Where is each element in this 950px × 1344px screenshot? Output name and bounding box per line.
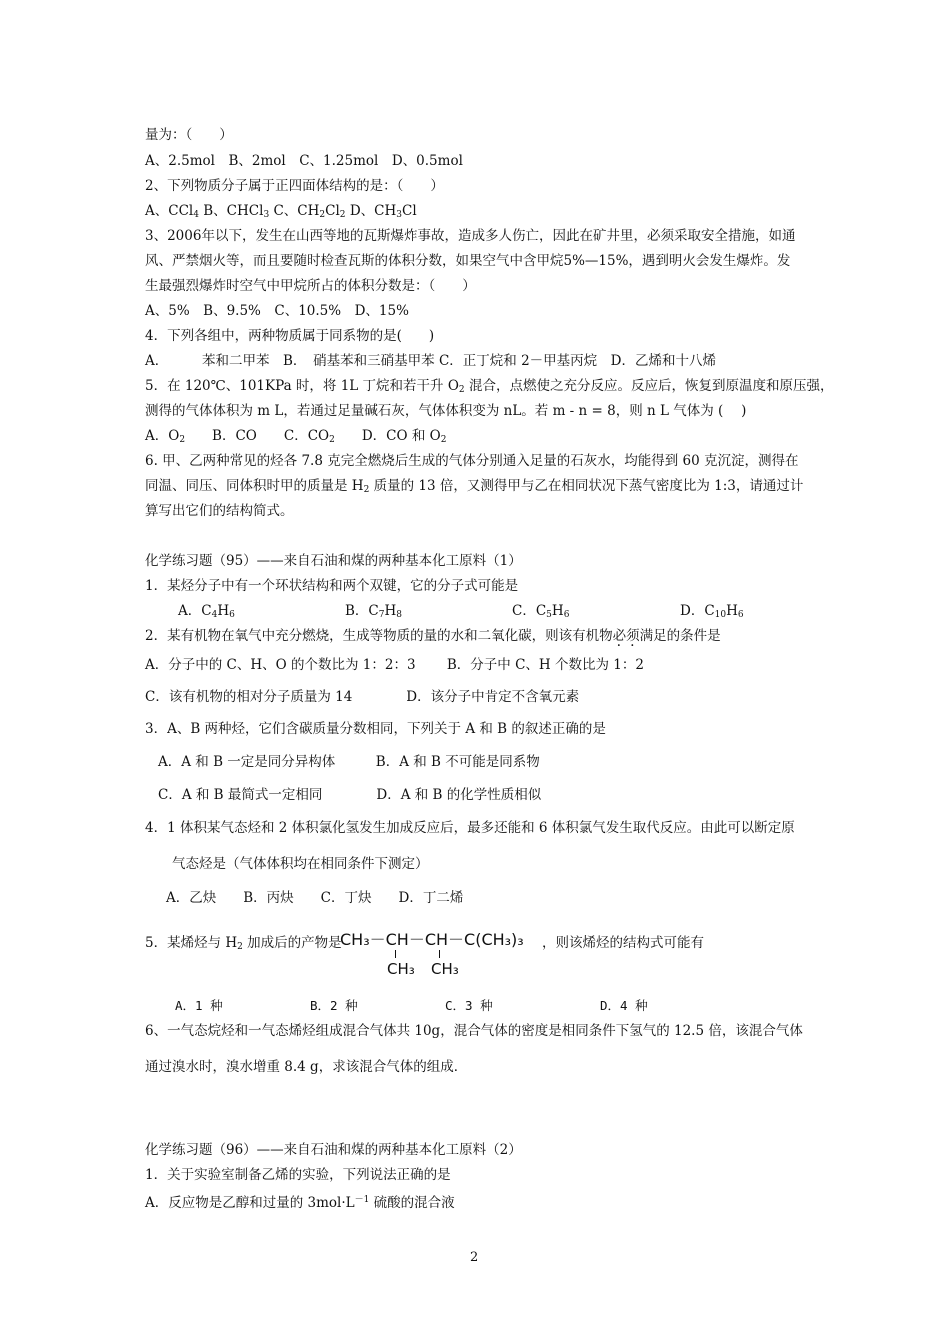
question-line: 5．某烯烃与 $H_2$ 加成后的产物是 xyxy=(145,935,342,952)
options-line: C．该有机物的相对分子质量为 14 D．该分子中肯定不含氧元素 xyxy=(145,689,580,705)
text-line: 算写出它们的结构简式。 xyxy=(145,503,294,519)
formula-main-chain: CH₃－CH－CH－C(CH₃)₃ xyxy=(340,930,524,949)
option-b: B．$C_7H_8$ xyxy=(345,603,402,620)
question-line: 1．某烃分子中有一个环状结构和两个双键，它的分子式可能是 xyxy=(145,578,519,594)
formula-bond xyxy=(439,950,440,958)
text-line: 气态烃是（气体体积均在相同条件下测定） xyxy=(172,856,429,872)
question-line: 4．下列各组中，两种物质属于同系物的是( ) xyxy=(145,328,435,344)
section-title: 化学练习题（96）——来自石油和煤的两种基本化工原料（2） xyxy=(145,1142,522,1158)
emphasis-char: 必 xyxy=(612,628,627,644)
question-line: 2、下列物质分子属于正四面体结构的是：（ ） xyxy=(145,178,444,194)
option-a: A．$C_4H_6$ xyxy=(178,603,235,620)
question-line: 1．关于实验室制备乙烯的实验，下列说法正确的是 xyxy=(145,1167,451,1183)
option-c: C．3 种 xyxy=(445,998,493,1013)
text-line: 通过溴水时，溴水增重 8.4 g，求该混合气体的组成． xyxy=(145,1059,468,1075)
section-title: 化学练习题（95）——来自石油和煤的两种基本化工原料（1） xyxy=(145,553,522,569)
text-line: 测得的气体体积为 m L，若通过足量碱石灰，气体体积变为 nL。若 m - n = 8，则 n L 气体为 ( ) xyxy=(145,403,747,419)
question-line: 5．在 120℃、101KPa 时，将 1L 丁烷和若干升 $O_2$ 混合，点燃使之充分反应。反应后，恢复到原温度和原压强， xyxy=(145,378,834,395)
option-a: A．1 种 xyxy=(175,998,223,1013)
options-line: A．反应物是乙醇和过量的 $3mol\cdot L^{-1}$ 硫酸的混合液 xyxy=(145,1195,455,1211)
options-line: A．乙炔 B．丙炔 C．丁炔 D．丁二烯 xyxy=(166,890,464,906)
question-line: 2．某有机物在氧气中充分燃烧，生成等物质的量的水和二氧化碳，则该有机物必须满足的条件是 xyxy=(145,628,721,644)
structural-formula xyxy=(340,930,540,982)
text-line: 生最强烈爆炸时空气中甲烷所占的体积分数是：（ ） xyxy=(145,278,476,294)
option-d: D．4 种 xyxy=(600,998,648,1013)
options-line: A． 苯和二甲苯 B． 硝基苯和三硝基甲苯 C．正丁烷和 2－甲基丙烷 D．乙烯和十八烯 xyxy=(145,353,716,369)
option-b: B．2 种 xyxy=(310,998,358,1013)
question-line: 3、2006年以下，发生在山西等地的瓦斯爆炸事故，造成多人伤亡，因此在矿井里，必须采取安全措施，如通 xyxy=(145,228,796,244)
text-line: A、2.5mol B、2mol C、1.25mol D、0.5mol xyxy=(145,153,463,169)
options-line: C．A 和 B 最简式一定相同 D．A 和 B 的化学性质相似 xyxy=(158,787,542,803)
emphasis-char: 须 xyxy=(626,628,640,644)
options-line: A、5% B、9.5% C、10.5% D、15% xyxy=(145,303,409,319)
formula-branch: CH₃ xyxy=(387,960,415,978)
page-number: 2 xyxy=(470,1250,479,1265)
formula-bond xyxy=(395,950,396,958)
question-line: 6、一气态烷烃和一气态烯烃组成混合气体共 10g，混合气体的密度是相同条件下氢气的 12.5 倍，该混合气体 xyxy=(145,1023,803,1039)
question-line: 6. 甲、乙两种常见的烃各 7.8 克完全燃烧后生成的气体分别通入足量的石灰水，均能得到 60 克沉淀，测得在 xyxy=(145,453,799,469)
options-line: A．$O_2$ B．CO C．$CO_2$ D．CO 和 $O_2$ xyxy=(145,428,447,445)
text-line: ，则该烯烃的结构式可能有 xyxy=(542,935,704,951)
options-line: A、CCl$_4$ B、CHCl$_3$ C、$CH_2Cl_2$ D、$CH_3Cl$ xyxy=(145,203,417,220)
text-line: 同温、同压、同体积时甲的质量是 $H_2$ 质量的 13 倍，又测得甲与乙在相同状况下蒸气密度比为 1:3，请通过计 xyxy=(145,478,804,495)
option-c: C．$C_5H_6$ xyxy=(512,603,570,620)
option-d: D．$C_{10}H_6$ xyxy=(680,603,744,620)
formula-branch: CH₃ xyxy=(431,960,459,978)
options-line: A．A 和 B 一定是同分异构体 B．A 和 B 不可能是同系物 xyxy=(158,754,540,770)
text-line: 风、严禁烟火等，而且要随时检查瓦斯的体积分数，如果空气中含甲烷5%—15%，遇到明火会发生爆炸。发 xyxy=(145,253,791,269)
question-line: 4．1 体积某气态烃和 2 体积氯化氢发生加成反应后，最多还能和 6 体积氯气发生取代反应。由此可以断定原 xyxy=(145,820,795,836)
options-line: A．分子中的 C、H、O 的个数比为 1：2：3 B．分子中 C、H 个数比为 1：2 xyxy=(145,657,644,673)
question-line: 3．A、B 两种烃，它们含碳质量分数相同，下列关于 A 和 B 的叙述正确的是 xyxy=(145,721,606,737)
text-line: 量为：（ ） xyxy=(145,127,233,143)
